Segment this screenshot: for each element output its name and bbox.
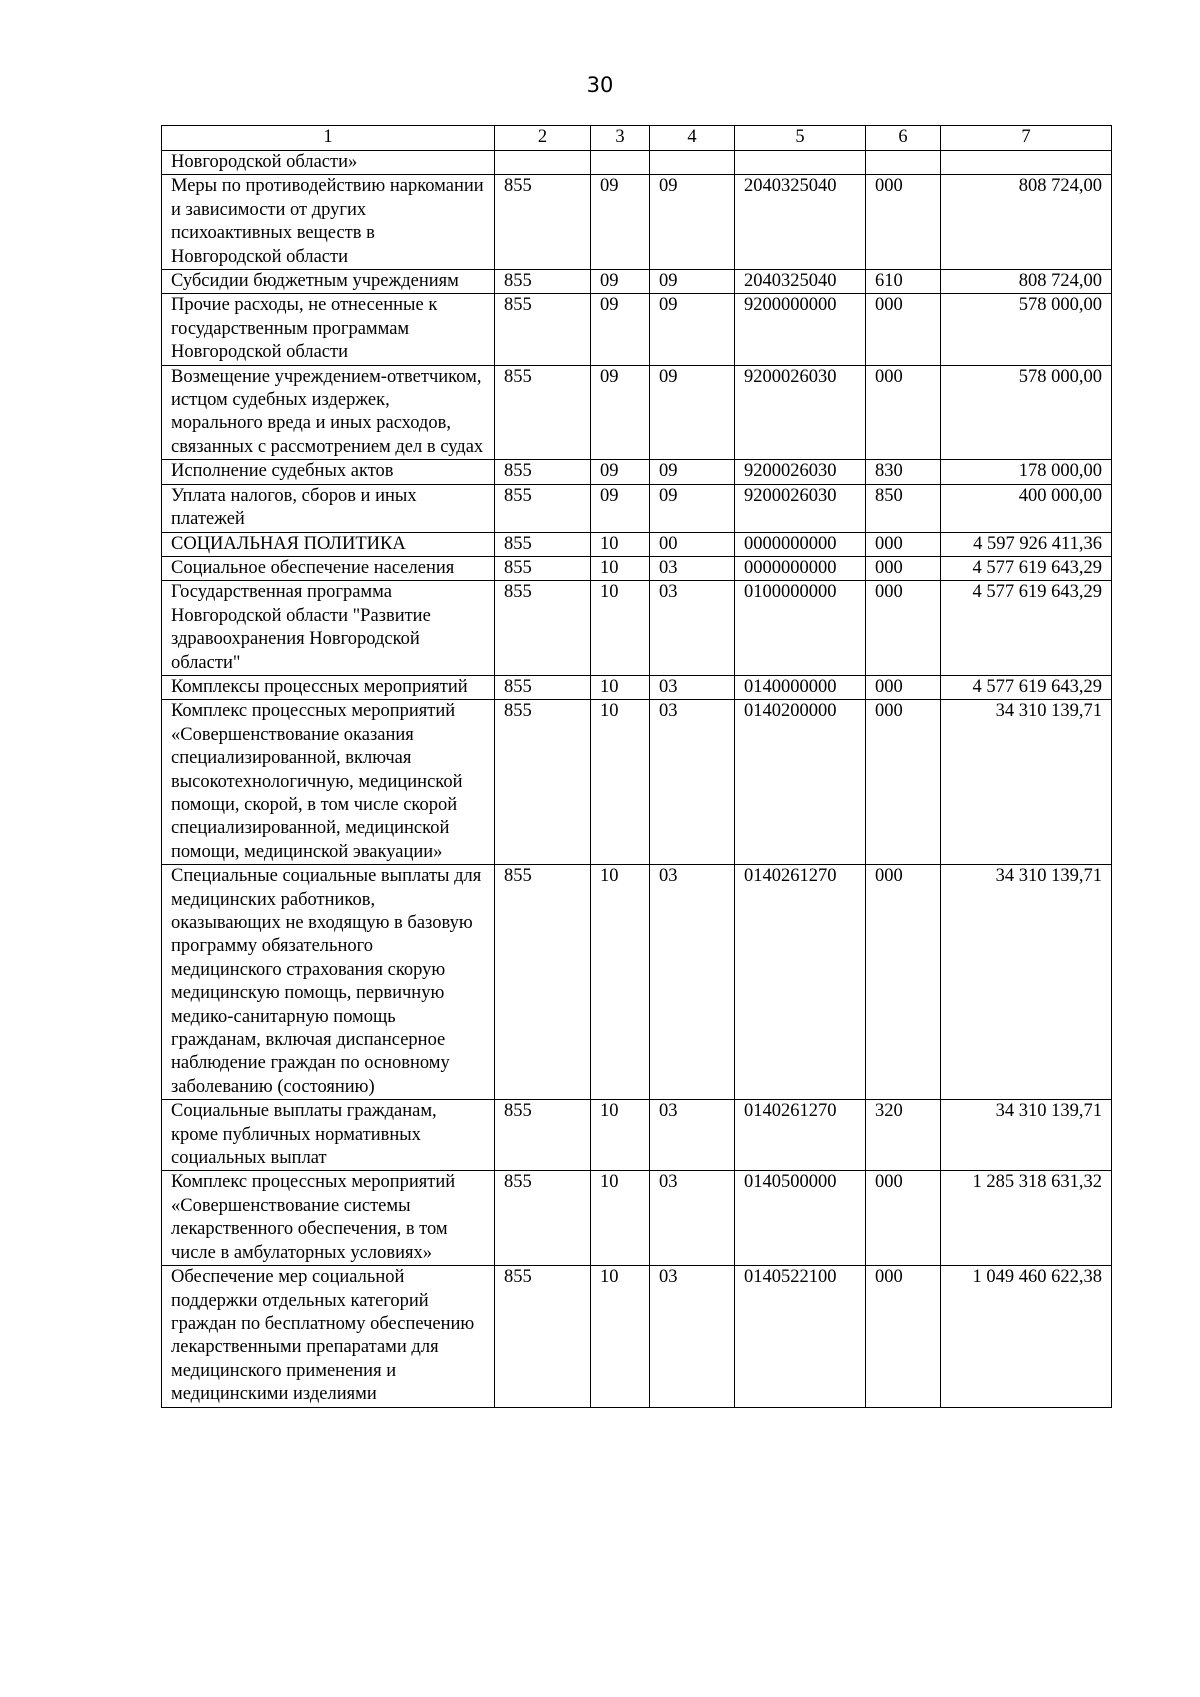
table-row (162, 865, 1112, 1100)
ministry-code: 855 (495, 175, 591, 270)
expense-type-code: 000 (866, 581, 941, 676)
subsection-code: 03 (650, 865, 735, 1100)
expense-type-code (866, 151, 941, 175)
ministry-code: 855 (495, 270, 591, 294)
target-article-code: 9200026030 (735, 460, 866, 484)
section-code: 09 (591, 484, 650, 532)
table-row (162, 175, 1112, 270)
column-header-4: 4 (650, 126, 735, 151)
expense-type-code: 000 (866, 294, 941, 365)
expense-name: Меры по противодействию наркомании и зависимости от других психоактивных веществ в Новгородской области (162, 175, 495, 270)
table-row (162, 675, 1112, 699)
target-article-code: 0000000000 (735, 556, 866, 580)
expense-name: Возмещение учреждением-ответчиком, истцом судебных издержек, морального вреда и иных расходов, связанных с рассмотрением дел в судах (162, 365, 495, 460)
subsection-code: 03 (650, 1100, 735, 1171)
section-code: 09 (591, 270, 650, 294)
subsection-code: 03 (650, 556, 735, 580)
budget-table (161, 125, 1112, 1408)
expense-type-code: 000 (866, 1266, 941, 1407)
expense-type-code: 000 (866, 865, 941, 1100)
target-article-code: 0140261270 (735, 1100, 866, 1171)
table-row (162, 556, 1112, 580)
target-article-code: 0000000000 (735, 532, 866, 556)
subsection-code: 09 (650, 365, 735, 460)
expense-name: Социальные выплаты гражданам, кроме публичных нормативных социальных выплат (162, 1100, 495, 1171)
expense-type-code: 850 (866, 484, 941, 532)
table-row (162, 1266, 1112, 1407)
amount: 178 000,00 (941, 460, 1112, 484)
column-header-3: 3 (591, 126, 650, 151)
section-code: 10 (591, 700, 650, 865)
amount (941, 151, 1112, 175)
expense-name: Комплекс процессных мероприятий «Совершенствование системы лекарственного обеспечения, в том числе в амбулаторных условиях» (162, 1171, 495, 1266)
amount: 578 000,00 (941, 365, 1112, 460)
expense-name: Субсидии бюджетным учреждениям (162, 270, 495, 294)
expense-name: Прочие расходы, не отнесенные к государственным программам Новгородской области (162, 294, 495, 365)
expense-name: Комплексы процессных мероприятий (162, 675, 495, 699)
table-row (162, 294, 1112, 365)
subsection-code: 03 (650, 1171, 735, 1266)
expense-name: Комплекс процессных мероприятий «Совершенствование оказания специализированной, включая высокотехнологичную, медицинской помощи, скорой, в том числе скорой специализированной, медицинской помощи, медицинской эвакуации» (162, 700, 495, 865)
section-code: 10 (591, 675, 650, 699)
subsection-code (650, 151, 735, 175)
subsection-code: 00 (650, 532, 735, 556)
target-article-code: 0140522100 (735, 1266, 866, 1407)
amount: 4 577 619 643,29 (941, 556, 1112, 580)
section-code (591, 151, 650, 175)
section-code: 10 (591, 581, 650, 676)
subsection-code: 09 (650, 484, 735, 532)
column-header-6: 6 (866, 126, 941, 151)
table-row (162, 1171, 1112, 1266)
target-article-code: 2040325040 (735, 175, 866, 270)
amount: 34 310 139,71 (941, 865, 1112, 1100)
amount: 578 000,00 (941, 294, 1112, 365)
expense-name: Уплата налогов, сборов и иных платежей (162, 484, 495, 532)
amount: 1 285 318 631,32 (941, 1171, 1112, 1266)
ministry-code: 855 (495, 365, 591, 460)
section-code: 09 (591, 175, 650, 270)
ministry-code: 855 (495, 675, 591, 699)
section-code: 09 (591, 294, 650, 365)
ministry-code: 855 (495, 556, 591, 580)
table-row (162, 532, 1112, 556)
column-header-1: 1 (162, 126, 495, 151)
ministry-code: 855 (495, 294, 591, 365)
target-article-code: 0140200000 (735, 700, 866, 865)
subsection-code: 03 (650, 581, 735, 676)
expense-name: Специальные социальные выплаты для медицинских работников, оказывающих не входящую в базовую программу обязательного медицинского страхования скорую медицинскую помощь, первичную медико-санитарную помощь гражданам, включая диспансерное наблюдение граждан по основному заболеванию (состоянию) (162, 865, 495, 1100)
amount: 4 577 619 643,29 (941, 581, 1112, 676)
table-row (162, 700, 1112, 865)
subsection-code: 09 (650, 294, 735, 365)
table-row (162, 270, 1112, 294)
target-article-code: 0140500000 (735, 1171, 866, 1266)
expense-type-code: 000 (866, 532, 941, 556)
target-article-code: 9200026030 (735, 484, 866, 532)
section-code: 10 (591, 532, 650, 556)
target-article-code: 0140261270 (735, 865, 866, 1100)
amount: 4 597 926 411,36 (941, 532, 1112, 556)
target-article-code (735, 151, 866, 175)
amount: 34 310 139,71 (941, 700, 1112, 865)
ministry-code: 855 (495, 865, 591, 1100)
expense-type-code: 000 (866, 365, 941, 460)
table-row (162, 151, 1112, 175)
subsection-code: 03 (650, 675, 735, 699)
amount: 34 310 139,71 (941, 1100, 1112, 1171)
expense-type-code: 000 (866, 175, 941, 270)
subsection-code: 09 (650, 175, 735, 270)
ministry-code: 855 (495, 484, 591, 532)
amount: 4 577 619 643,29 (941, 675, 1112, 699)
expense-type-code: 000 (866, 675, 941, 699)
target-article-code: 0100000000 (735, 581, 866, 676)
section-code: 10 (591, 1171, 650, 1266)
expense-type-code: 610 (866, 270, 941, 294)
section-code: 10 (591, 1100, 650, 1171)
page-number: 30 (586, 73, 614, 97)
section-code: 09 (591, 365, 650, 460)
ministry-code: 855 (495, 460, 591, 484)
table-row (162, 365, 1112, 460)
expense-type-code: 000 (866, 556, 941, 580)
column-header-7: 7 (941, 126, 1112, 151)
target-article-code: 2040325040 (735, 270, 866, 294)
target-article-code: 9200000000 (735, 294, 866, 365)
amount: 808 724,00 (941, 175, 1112, 270)
ministry-code: 855 (495, 1266, 591, 1407)
subsection-code: 09 (650, 270, 735, 294)
expense-type-code: 000 (866, 700, 941, 865)
column-header-5: 5 (735, 126, 866, 151)
column-header-2: 2 (495, 126, 591, 151)
amount: 1 049 460 622,38 (941, 1266, 1112, 1407)
ministry-code (495, 151, 591, 175)
subsection-code: 03 (650, 1266, 735, 1407)
expense-type-code: 320 (866, 1100, 941, 1171)
expense-type-code: 830 (866, 460, 941, 484)
expense-name: Социальное обеспечение населения (162, 556, 495, 580)
table-row (162, 581, 1112, 676)
amount: 808 724,00 (941, 270, 1112, 294)
ministry-code: 855 (495, 581, 591, 676)
expense-type-code: 000 (866, 1171, 941, 1266)
expense-name: Обеспечение мер социальной поддержки отдельных категорий граждан по бесплатному обеспечению лекарственными препаратами для медицинского применения и медицинскими изделиями (162, 1266, 495, 1407)
table-row (162, 484, 1112, 532)
table-row (162, 1100, 1112, 1171)
expense-name: Государственная программа Новгородской области "Развитие здравоохранения Новгородской области" (162, 581, 495, 676)
ministry-code: 855 (495, 700, 591, 865)
expense-name: Исполнение судебных актов (162, 460, 495, 484)
section-code: 09 (591, 460, 650, 484)
section-code: 10 (591, 556, 650, 580)
target-article-code: 0140000000 (735, 675, 866, 699)
section-code: 10 (591, 1266, 650, 1407)
section-code: 10 (591, 865, 650, 1100)
target-article-code: 9200026030 (735, 365, 866, 460)
subsection-code: 09 (650, 460, 735, 484)
amount: 400 000,00 (941, 484, 1112, 532)
subsection-code: 03 (650, 700, 735, 865)
ministry-code: 855 (495, 532, 591, 556)
ministry-code: 855 (495, 1100, 591, 1171)
table-row (162, 460, 1112, 484)
expense-name: Новгородской области» (162, 151, 495, 175)
header-row (162, 126, 1112, 151)
ministry-code: 855 (495, 1171, 591, 1266)
expense-name: СОЦИАЛЬНАЯ ПОЛИТИКА (162, 532, 495, 556)
